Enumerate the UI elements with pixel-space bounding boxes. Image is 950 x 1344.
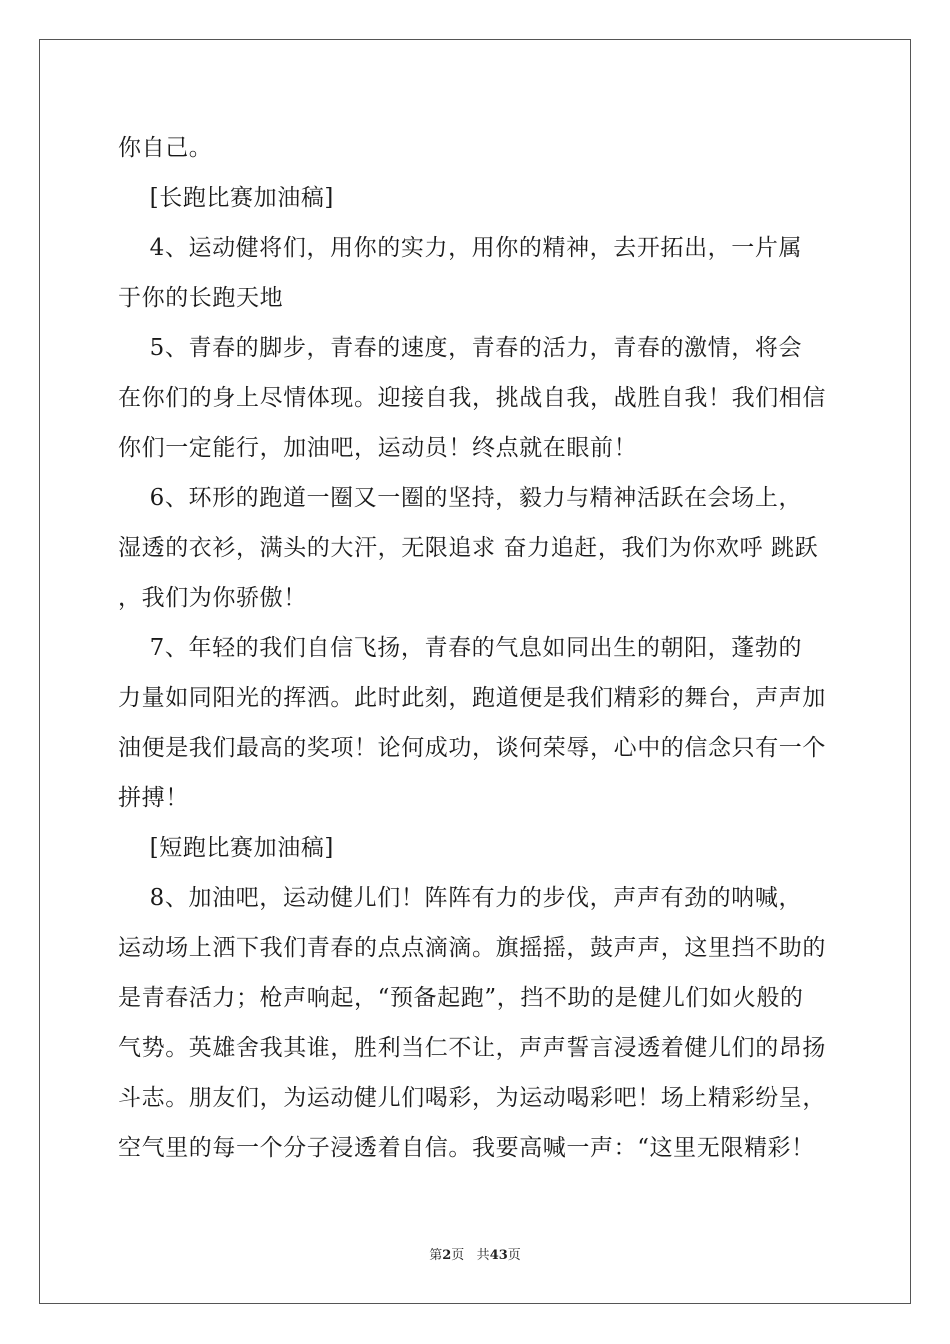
section-heading: [长跑比赛加油稿] — [118, 185, 334, 211]
section-heading: [短跑比赛加油稿] — [118, 835, 334, 861]
total-prefix: 共 — [476, 1248, 490, 1263]
page-footer — [0, 1247, 950, 1265]
text-line: 5、青春的脚步，青春的速度，青春的活力，青春的激情，将会 — [118, 335, 803, 361]
text-line: 是青春活力；枪声响起，“预备起跑”，挡不助的是健儿们如火般的 — [118, 985, 804, 1011]
text-line: 你们一定能行，加油吧，运动员！终点就在眼前！ — [118, 435, 638, 461]
text-line: 气势。英雄舍我其谁，胜利当仁不让，声声誓言浸透着健儿们的昂扬 — [118, 1035, 826, 1061]
page-suffix: 页 — [451, 1248, 465, 1263]
total-suffix: 页 — [507, 1248, 521, 1263]
page-prefix: 第 — [429, 1248, 443, 1263]
text-line: 6、环形的跑道一圈又一圈的坚持，毅力与精神活跃在会场上， — [118, 485, 803, 511]
text-line: 力量如同阳光的挥洒。此时此刻，跑道便是我们精彩的舞台，声声加 — [118, 685, 826, 711]
text-line: 湿透的衣衫，满头的大汗，无限追求 奋力追赶，我们为你欢呼 跳跃 — [118, 535, 819, 561]
total-pages: 43 — [489, 1248, 508, 1263]
text-line: ，我们为你骄傲！ — [118, 585, 307, 611]
text-line: 拼搏！ — [118, 785, 189, 811]
text-line: 8、加油吧，运动健儿们！阵阵有力的步伐，声声有劲的呐喊， — [118, 885, 803, 911]
text-line: 4、运动健将们，用你的实力，用你的精神，去开拓出，一片属 — [118, 235, 803, 261]
page-number: 2 — [442, 1248, 452, 1263]
text-line: 你自己。 — [118, 135, 213, 161]
text-line: 油便是我们最高的奖项！论何成功，谈何荣辱，心中的信念只有一个 — [118, 735, 826, 761]
text-line: 空气里的每一个分子浸透着自信。我要高喊一声：“这里无限精彩！ — [118, 1135, 815, 1161]
text-line: 在你们的身上尽情体现。迎接自我，挑战自我，战胜自我！我们相信 — [118, 385, 826, 411]
page-frame — [39, 39, 911, 1304]
text-line: 7、年轻的我们自信飞扬，青春的气息如同出生的朝阳，蓬勃的 — [118, 635, 803, 661]
text-line: 于你的长跑天地 — [118, 285, 284, 311]
text-line: 运动场上洒下我们青春的点点滴滴。旗摇摇，鼓声声，这里挡不助的 — [118, 935, 826, 961]
text-line: 斗志。朋友们，为运动健儿们喝彩，为运动喝彩吧！场上精彩纷呈， — [118, 1085, 826, 1111]
